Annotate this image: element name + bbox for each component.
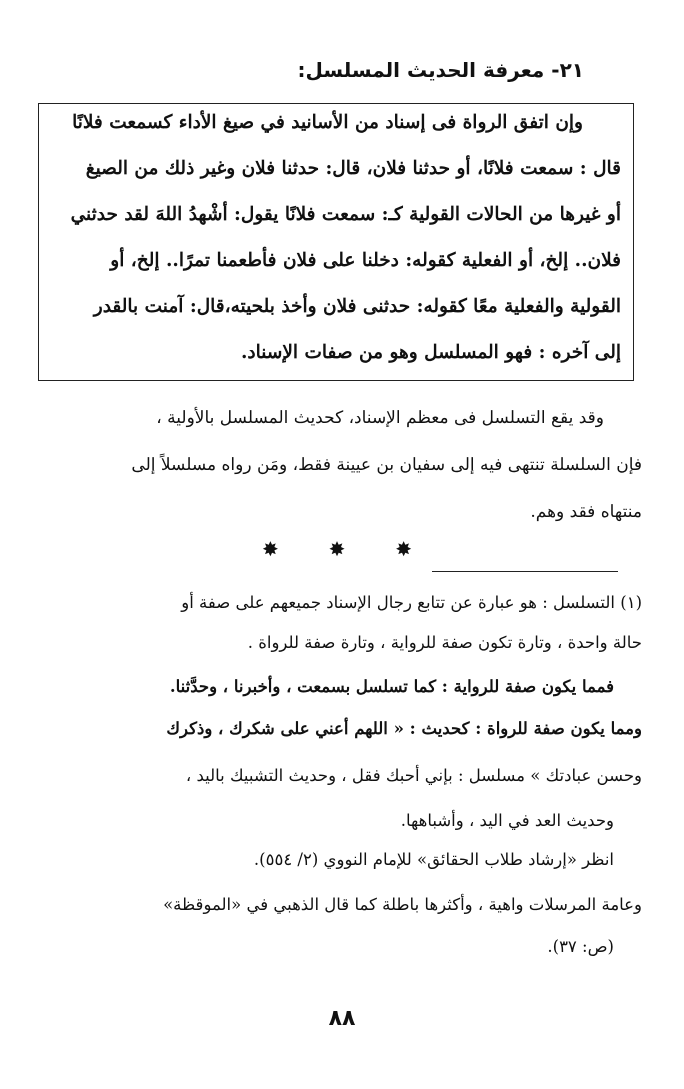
- star-icon: ✸: [262, 537, 279, 561]
- definition-box: [38, 103, 634, 381]
- box-line-1: وإن اتفق الرواة فى إسناد من الأسانيد في صيغ الأداء كسمعت فلانًا: [72, 112, 583, 133]
- footnote-line-3: فمما يكون صفة للرواية : كما تسلسل بسمعت ، وأخبرنا ، وحدَّثنا.: [169, 677, 614, 696]
- body-line-3: منتهاه فقد وهم.: [530, 502, 642, 522]
- footnote-line-9: (ص: ٣٧).: [547, 937, 614, 956]
- footnote-line-4: ومما يكون صفة للرواة : كحديث : « اللهم أعني على شكرك ، وذكرك: [166, 719, 642, 738]
- footnote-line-7: انظر «إرشاد طلاب الحقائق» للإمام النووي (٢/ ٥٥٤).: [253, 850, 614, 869]
- section-separator: [262, 537, 412, 561]
- box-line-2: قال : سمعت فلانًا، أو حدثنا فلان، قال: حدثنا فلان وغير ذلك من الصيغ: [85, 158, 621, 179]
- star-icon: ✸: [395, 537, 412, 561]
- star-icon: ✸: [328, 537, 346, 561]
- box-line-6: إلى آخره : فهو المسلسل وهو من صفات الإسناد.: [240, 342, 621, 363]
- section-heading: ٢١- معرفة الحديث المسلسل:: [297, 58, 584, 82]
- footnote-line-6: وحديث العد في اليد ، وأشباهها.: [400, 811, 614, 830]
- box-line-5: القولية والفعلية معًا كقوله: حدثنى فلان وأخذ بلحيته،قال: آمنت بالقدر: [93, 296, 621, 317]
- body-line-2: فإن السلسلة تنتهى فيه إلى سفيان بن عيينة فقط، ومَن رواه مسلسلاً إلى: [131, 455, 642, 475]
- page-number: ٨٨: [328, 1006, 356, 1031]
- box-line-4: فلان.. إلخ، أو الفعلية كقوله: دخلنا على فلان فأطعمنا تمرًا.. إلخ، أو: [110, 250, 621, 271]
- footnote-line-2: حالة واحدة ، وتارة تكون صفة للرواية ، وتارة صفة للرواة .: [247, 633, 642, 652]
- footnote-line-8: وعامة المرسلات واهية ، وأكثرها باطلة كما قال الذهبي في «الموقظة»: [163, 895, 642, 914]
- body-line-1: وقد يقع التسلسل فى معظم الإسناد، كحديث المسلسل بالأولية ،: [156, 408, 604, 428]
- footnote-divider: [432, 571, 618, 572]
- footnote-line-5: وحسن عبادتك » مسلسل : بإني أحبك فقل ، وحديث التشبيك باليد ،: [185, 766, 642, 785]
- footnote-line-1: (١) التسلسل : هو عبارة عن تتابع رجال الإسناد جميعهم على صفة أو: [181, 593, 642, 612]
- box-line-3: أو غيرها من الحالات القولية كـ: سمعت فلانًا يقول: أشْهدُ اللهَ لقد حدثني: [70, 204, 621, 225]
